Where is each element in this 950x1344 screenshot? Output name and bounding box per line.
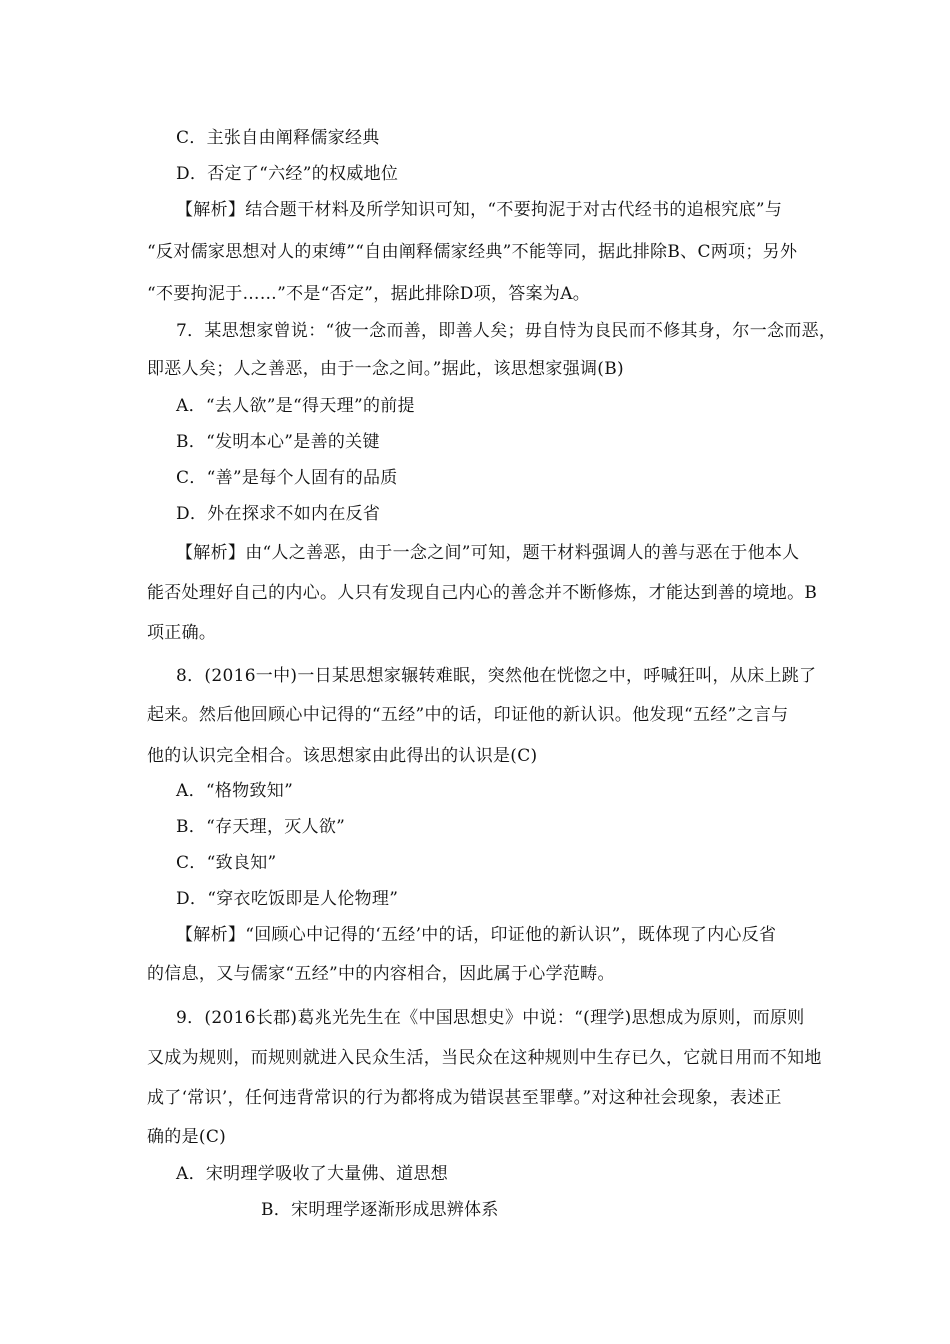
option-b: B．“存天理，灭人欲”: [176, 817, 346, 837]
option-c: C．主张自由阐释儒家经典: [176, 128, 380, 148]
question-9-stem: 9．(2016长郡)葛兆光先生在《中国思想史》中说：“(理学)思想成为原则，而原则: [176, 1008, 805, 1028]
analysis-line: 【解析】“回顾心中记得的‘五经’中的话，印证他的新认识”，既体现了内心反省: [176, 925, 777, 945]
option-d: D．否定了“六经”的权威地位: [176, 164, 399, 184]
question-8-stem: 8．(2016一中)一日某思想家辗转难眠，突然他在恍惚之中，呼喊狂叫，从床上跳了: [176, 666, 817, 686]
question-8-stem: 他的认识完全相合。该思想家由此得出的认识是(C): [147, 746, 538, 766]
question-9-stem: 成了‘常识’，任何违背常识的行为都将成为错误甚至罪孽。”对这种社会现象，表述正: [147, 1088, 782, 1108]
option-d: D．外在探求不如内在反省: [176, 504, 381, 524]
question-7-stem: 即恶人矣；人之善恶，由于一念之间。”据此，该思想家强调(B): [147, 359, 624, 379]
option-b: B．“发明本心”是善的关键: [176, 432, 380, 452]
option-a: A．宋明理学吸收了大量佛、道思想: [176, 1164, 449, 1184]
analysis-line: “不要拘泥于……”不是“否定”，据此排除D项，答案为A。: [147, 284, 591, 304]
option-b: B．宋明理学逐渐形成思辨体系: [261, 1200, 499, 1220]
analysis-line: 【解析】结合题干材料及所学知识可知，“不要拘泥于对古代经书的追根究底”与: [176, 200, 783, 220]
question-8-stem: 起来。然后他回顾心中记得的“五经”中的话，印证他的新认识。他发现“五经”之言与: [147, 705, 789, 725]
question-9-stem: 确的是(C): [147, 1127, 227, 1147]
option-a: A．“去人欲”是“得天理”的前提: [176, 396, 415, 416]
option-a: A．“格物致知”: [176, 781, 294, 801]
analysis-line: 能否处理好自己的内心。人只有发现自己内心的善念并不断修炼，才能达到善的境地。B: [147, 583, 818, 603]
analysis-line: “反对儒家思想对人的束缚”“自由阐释儒家经典”不能等同，据此排除B、C两项；另外: [147, 242, 798, 262]
option-c: C．“致良知”: [176, 853, 277, 873]
question-9-stem: 又成为规则，而规则就进入民众生活，当民众在这种规则中生存已久，它就日用而不知地: [147, 1048, 822, 1068]
option-c: C．“善”是每个人固有的品质: [176, 468, 398, 488]
analysis-line: 项正确。: [147, 623, 217, 643]
analysis-line: 的信息，又与儒家“五经”中的内容相合，因此属于心学范畴。: [147, 964, 615, 984]
question-7-stem: 7．某思想家曾说：“彼一念而善，即善人矣；毋自恃为良民而不修其身，尔一念而恶，: [176, 321, 837, 341]
analysis-line: 【解析】由“人之善恶，由于一念之间”可知，题干材料强调人的善与恶在于他本人: [176, 543, 800, 563]
option-d: D．“穿衣吃饭即是人伦物理”: [176, 889, 399, 909]
